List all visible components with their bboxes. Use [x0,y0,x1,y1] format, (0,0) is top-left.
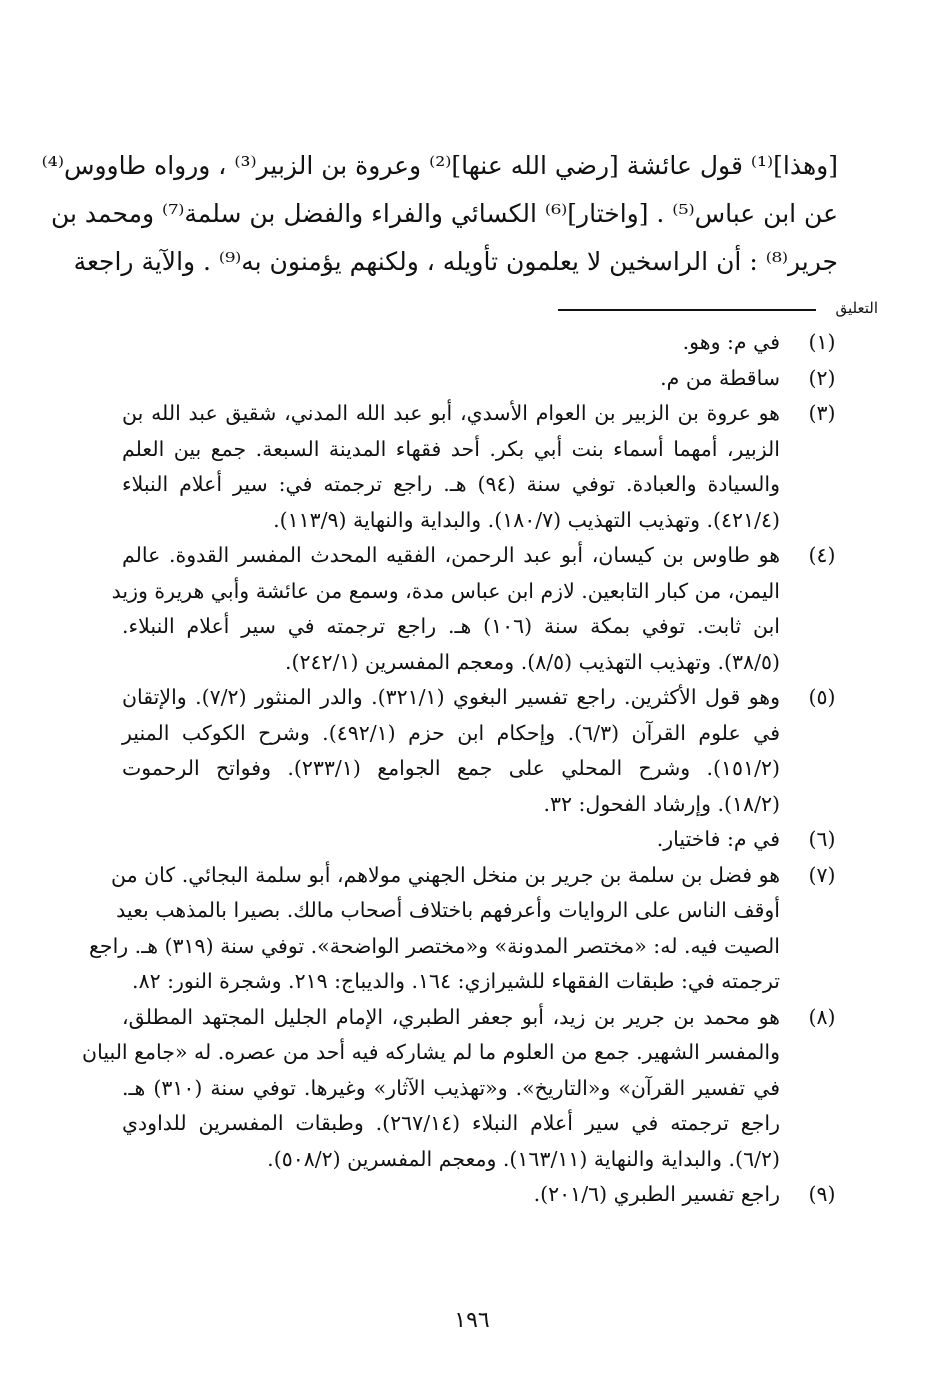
footnote-line: ساقطة من م. [660,365,780,390]
footnote-line: (٣٨/٥). وتهذيب التهذيب (٨/٥). ومعجم المفسرين (٢٤٢/١). [284,649,780,674]
footnote-5 [122,680,842,822]
footnote-text [111,538,780,680]
footnote-line: والسيادة والعبادة. توفي سنة (٩٤) هـ. راجع ترجمته في: سير أعلام النبلاء [122,472,780,496]
footnote-line: في علوم القرآن (٦/٣). وإحكام ابن حزم (٤٩٢/١). وشرح الكوكب المنير [122,720,781,745]
footnote-6 [122,822,842,858]
main-text-line: جرير⁽⁸⁾ : أن الراسخين لا يعلمون تأويله ، ولكنهم يؤمنون به⁽⁹⁾ . والآية راجعة [73,247,838,276]
footnote-text [122,680,780,822]
footnote-line: في تفسير القرآن» و«التاريخ». و«تهذيب الآثار» وغيرها. توفي سنة (٣١٠) هـ. [122,1075,780,1100]
footnote-number: (٤) [808,543,836,567]
separator-rule [558,309,816,311]
footnote-line: هو محمد بن جرير بن زيد، أبو جعفر الطبري، الإمام الجليل المجتهد المطلق، [122,1004,780,1029]
footnote-line: هو عروة بن الزبير بن العوام الأسدي، أبو عبد الله المدني، شقيق عبد الله بن [122,401,780,425]
footnote-line: (١٥١/٢). وشرح المحلي على جمع الجوامع (٢٣٣/١). وفواتح الرحموت [122,756,780,780]
footnote-line: (١٨/٢). وإرشاد الفحول: ٣٢. [543,791,780,816]
footnote-line: في م: فاختيار. [656,827,780,851]
footnote-text [122,396,780,538]
footnote-text [82,1000,780,1178]
footnote-line: راجع ترجمته في سير أعلام النبلاء (٢٦٧/١٤). وطبقات المفسرين للداودي [122,1111,780,1135]
footnote-line: ترجمته في: طبقات الفقهاء للشيرازي: ١٦٤. والديباج: ٢١٩. وشجرة النور: ٨٢. [132,969,780,993]
footnote-line: ابن ثابت. توفي بمكة سنة (١٠٦) هـ. راجع ترجمته في سير أعلام النبلاء. [122,614,780,638]
footnote-number: (٧) [808,862,836,887]
footnote-line: والمفسر الشهير. جمع من العلوم ما لم يشاركه فيه أحد من عصره. له «جامع البيان [82,1040,780,1064]
main-text-line: عن ابن عباس⁽⁵⁾ . [واختار]⁽⁶⁾ الكسائي والفراء والفضل بن سلمة⁽⁷⁾ ومحمد بن [51,199,838,228]
footnote-1 [122,325,842,361]
footnote-line: هو فضل بن سلمة بن جرير بن منخل الجهني مولاهم، أبو سلمة البجائي. كان من [111,862,780,887]
footnote-3 [122,396,842,538]
footnote-separator [558,298,878,318]
page-number: ١٩٦ [454,1308,490,1333]
footnote-number: (٢) [808,365,836,390]
footnote-9 [122,1177,842,1213]
footnote-2 [122,361,842,397]
footnote-line: راجع تفسير الطبري (٢٠١/٦). [533,1182,780,1206]
footnote-4 [111,538,842,680]
footnote-line: هو طاوس بن كيسان، أبو عبد الرحمن، الفقيه المحدث المفسر القدوة. عالم [122,543,780,567]
footnote-number: (٥) [808,685,836,709]
footnote-line: اليمن، من كبار التابعين. لازم ابن عباس مدة، وسمع من عائشة وأبي هريرة وزيد [111,578,780,603]
footnote-line: الزبير، أمهما أسماء بنت أبي بكر. أحد فقهاء المدينة السبعة. جمع بين العلم [122,436,780,461]
footnote-line: وهو قول الأكثرين. راجع تفسير البغوي (٣٢١/١). والدر المنثور (٧/٢). والإتقان [122,685,781,709]
footnote-line: (٤٢١/٤). وتهذيب التهذيب (١٨٠/٧). والبداية والنهاية (١١٣/٩). [273,507,780,532]
footnote-number: (٨) [808,1004,836,1029]
footnote-number: (٣) [808,401,836,425]
main-text [41,142,838,286]
footnote-line: في م: وهو. [682,330,780,354]
footnote-text [122,361,780,397]
footnote-line: الصيت فيه. له: «مختصر المدونة» و«مختصر الواضحة». توفي سنة (٣١٩) هـ. راجع [88,933,780,958]
footnote-text [122,1177,780,1213]
footnotes [82,325,842,1213]
footnote-number: (٩) [808,1182,836,1206]
footnote-7 [88,858,842,1000]
footnote-8 [82,1000,842,1178]
footnote-text [88,858,780,1000]
footnote-number: (٦) [808,827,836,851]
footnote-text [122,822,780,858]
footnote-text [122,325,780,361]
separator-label: التعليق [835,299,878,317]
main-text-line: [وهذا]⁽¹⁾ قول عائشة [رضي الله عنها]⁽²⁾ وعروة بن الزبير⁽³⁾ ، ورواه طاووس⁽⁴⁾ [41,151,838,180]
footnote-line: (٦/٢). والبداية والنهاية (١٦٣/١١). ومعجم المفسرين (٥٠٨/٢). [267,1146,780,1171]
footnote-number: (١) [808,330,836,354]
footnote-line: أوقف الناس على الروايات وأعرفهم باختلاف أصحاب مالك. بصيرا بالمذهب بعيد [116,898,780,922]
